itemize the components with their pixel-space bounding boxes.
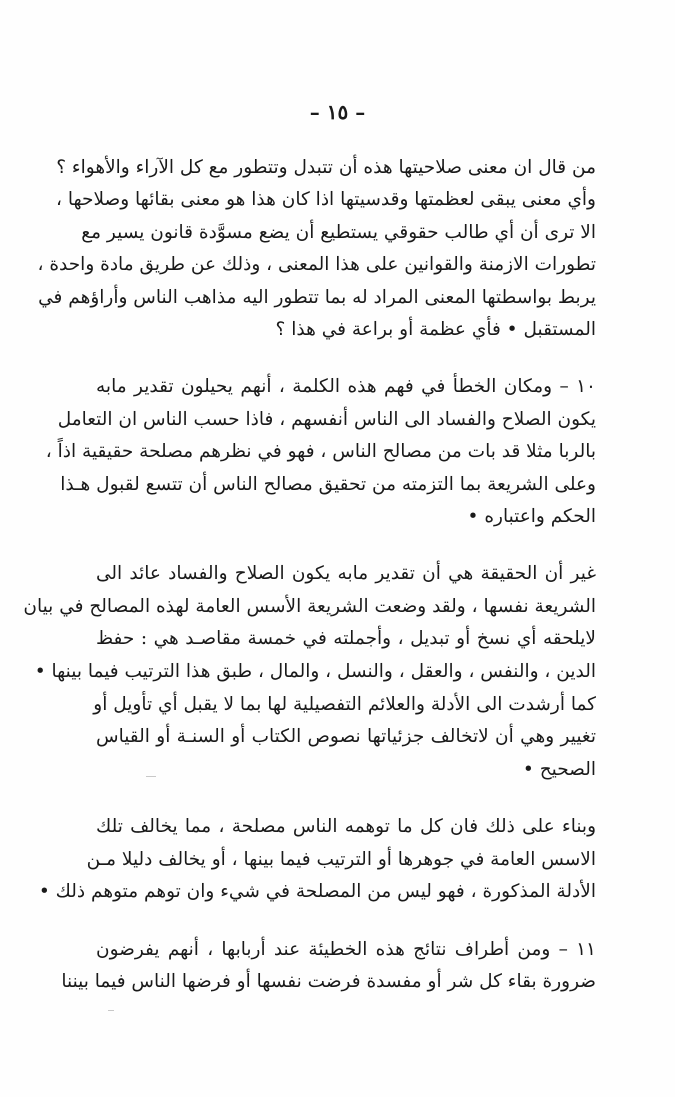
text-line: الاسس العامة في جوهرها أو الترتيب فيما بينها ، أو يخالف دليلا مـن [86, 849, 596, 870]
page-number: – ١٥ – [309, 100, 366, 124]
text-line: ١٠ – ومكان الخطأ في فهم هذه الكلمة ، أنهم يحيلون تقدير مابه [96, 376, 596, 397]
text-line: الدين ، والنفس ، والعقل ، والنسل ، والمال ، طبق هذا الترتيب فيما بينها • [34, 661, 596, 682]
text-line: ضرورة بقاء كل شر أو مفسدة فرضت نفسها أو فرضها الناس فيما بيننا [61, 971, 596, 992]
text-line: لايلحقه أي نسخ أو تبديل ، وأجملته في خمسة مقاصـد هي : حفظ [96, 628, 596, 649]
text-line: بالربا مثلا قد بات من مصالح الناس ، فهو في نظرهم مصلحة حقيقية اذاً ، [45, 441, 596, 462]
text-line: تطورات الازمنة والقوانين على هذا المعنى ، وذلك عن طريق مادة واحدة ، [37, 254, 596, 275]
text-line: كما أرشدت الى الأدلة والعلائم التفصيلية لها بما لا يقبل أي تأويل أو [93, 694, 596, 715]
text-line: وأي معنى يبقى لعظمتها وقدسيتها اذا كان هذا هو معنى بقائها وصلاحها ، [56, 189, 596, 210]
text-line: يربط بواسطتها المعنى المراد له بما تتطور اليه مذاهب الناس وأراؤهم في [38, 287, 596, 308]
scan-mark [146, 776, 156, 777]
text-line: الشريعة نفسها ، ولقد وضعت الشريعة الأسس العامة لهذه المصالح في بيان [23, 596, 596, 617]
text-line: وعلى الشريعة بما التزمته من تحقيق مصالح الناس أن تتسع لقبول هـذا [60, 474, 596, 495]
text-line: الحكم واعتباره • [467, 506, 596, 527]
text-line: الأدلة المذكورة ، فهو ليس من المصلحة في شيء وان توهم متوهم ذلك • [38, 881, 596, 902]
text-line: غير أن الحقيقة هي أن تقدير مابه يكون الصلاح والفساد عائد الى [96, 563, 596, 584]
text-line: الا ترى أن أي طالب حقوقي يستطيع أن يضع مسوَّدة قانون يسير مع [81, 222, 596, 243]
text-line: من قال ان معنى صلاحيتها هذه أن تتبدل وتتطور مع كل الآراء والأهواء ؟ [56, 157, 596, 178]
scan-mark [108, 1010, 114, 1011]
text-line: يكون الصلاح والفساد الى الناس أنفسهم ، فاذا حسب الناس ان التعامل [57, 409, 596, 430]
text-line: المستقبل • فأي عظمة أو براعة في هذا ؟ [275, 319, 596, 340]
text-line: ١١ – ومن أطراف نتائج هذه الخطيئة عند أربابها ، أنهم يفرضون [96, 939, 596, 960]
text-line: وبناء على ذلك فان كل ما توهمه الناس مصلحة ، مما يخالف تلك [96, 816, 596, 837]
text-line: الصحيح • [522, 759, 596, 780]
text-line: تغيير وهي أن لاتخالف جزئياتها نصوص الكتاب أو السنـة أو القياس [96, 726, 596, 747]
